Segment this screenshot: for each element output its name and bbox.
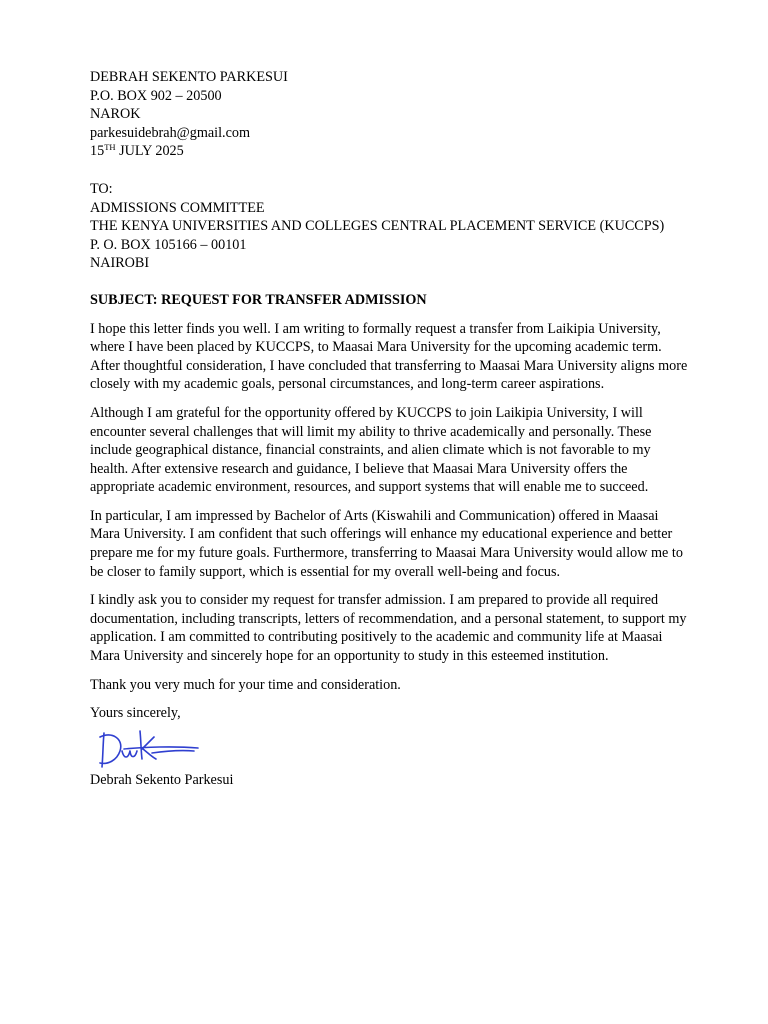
date-suffix: TH — [104, 142, 116, 153]
recipient-town: NAIROBI — [90, 255, 150, 272]
recipient-block — [90, 180, 690, 273]
recipient-address: P. O. BOX 105166 – 00101 — [90, 236, 247, 253]
handwritten-signature-icon — [94, 725, 204, 771]
body-paragraph-1: I hope this letter finds you well. I am writing to formally request a transfer from Laikipia University, where I have been placed by KUCCPS, to Maasai Mara University for the upcoming academic term. After thoughtful consideration, I have concluded that transferring to Maasai Mara University aligns more closely with my academic goals, personal circumstances, and long-term career aspirations. — [90, 320, 688, 393]
date-rest: JULY 2025 — [115, 143, 184, 160]
sender-block — [90, 68, 690, 161]
sender-email: parkesuidebrah@gmail.com — [90, 124, 251, 141]
signer-name: Debrah Sekento Parkesui — [90, 771, 234, 788]
recipient-committee: ADMISSIONS COMMITTEE — [90, 199, 265, 216]
recipient-organization: THE KENYA UNIVERSITIES AND COLLEGES CENTRAL PLACEMENT SERVICE (KUCCPS) — [90, 218, 665, 235]
date-day: 15 — [90, 143, 105, 160]
sender-name: DEBRAH SEKENTO PARKESUI — [90, 69, 288, 85]
letter-page — [90, 68, 690, 789]
to-label: TO: — [90, 180, 113, 197]
body-paragraph-4: I kindly ask you to consider my request for transfer admission. I am prepared to provide all required documentation, including transcripts, letters of recommendation, and a personal statement, to support my application. I am committed to contributing positively to the academic and community life at Maasai Mara University and sincerely hope for an opportunity to study in this esteemed institution. — [90, 592, 687, 665]
body-paragraph-2: Although I am grateful for the opportunity offered by KUCCPS to join Laikipia University, I will encounter several challenges that will limit my ability to thrive academically and personally. These include geographical distance, financial constraints, and alien climate which is not favorable to my health. After extensive research and guidance, I believe that Maasai Mara University offers the appropriate academic environment, resources, and support systems that will enable me to succeed. — [90, 404, 652, 496]
body-paragraph-3: In particular, I am impressed by Bachelor of Arts (Kiswahili and Communication) offered in Maasai Mara University. I am confident that such offerings will enhance my educational experience and better prepare me for my future goals. Furthermore, transferring to Maasai Mara University would allow me to be closer to family support, which is essential for my overall well-being and focus. — [90, 507, 683, 580]
subject-line: SUBJECT: REQUEST FOR TRANSFER ADMISSION — [90, 291, 427, 308]
sender-address: P.O. BOX 902 – 20500 — [90, 87, 222, 104]
letter-date — [90, 142, 690, 161]
sender-town: NAROK — [90, 106, 141, 123]
thanks-line: Thank you very much for your time and consideration. — [90, 676, 401, 693]
closing-line: Yours sincerely, — [90, 705, 181, 722]
